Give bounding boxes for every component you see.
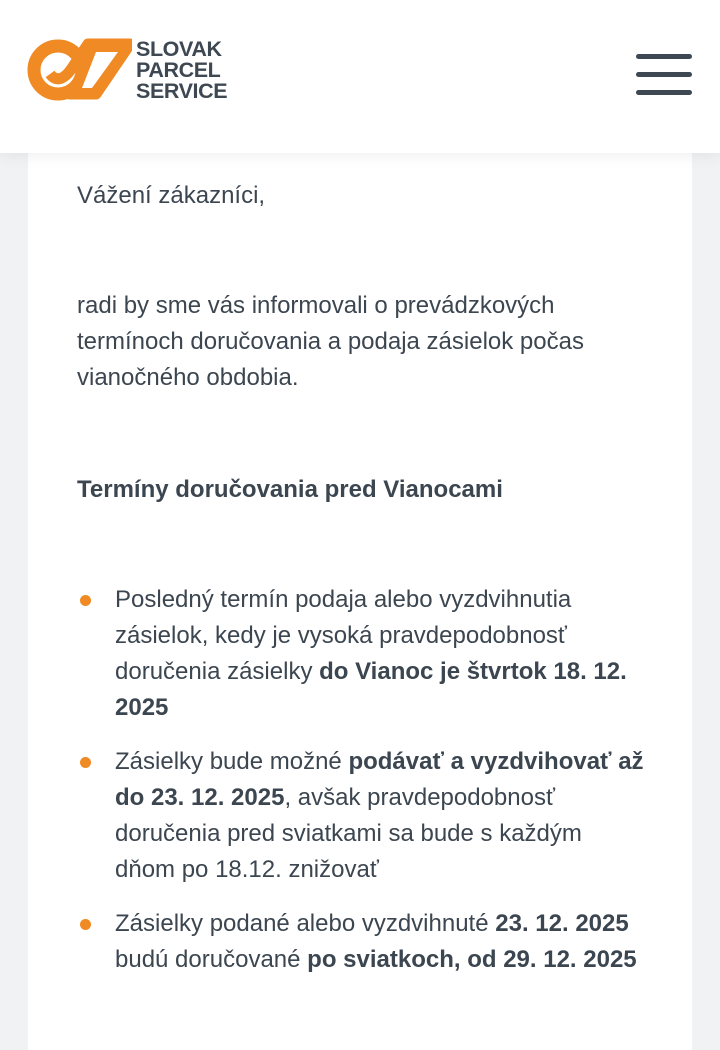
bullet-text: Zásielky bude možné [115,748,349,775]
logo-line-1: SLOVAK [136,36,222,61]
hamburger-menu-icon[interactable] [636,54,692,98]
notice-card [28,150,692,1050]
bullet-text: , avšak pravdepodobnosť doručenia pred sviatkami sa bude s každým dňom po 18.12. znižovať [115,784,582,883]
logo[interactable] [26,38,227,102]
section-title: Termíny doručovania pred Vianocami [77,476,503,503]
logo-line-2: PARCEL [136,57,221,82]
sps-logo-icon [26,38,132,102]
bullet-text-bold: podávať a vyzdvihovať až do 23. 12. 2025 [115,748,644,811]
bullet-text: Zásielky podané alebo vyzdvihnuté [115,910,496,937]
bullet-dot-icon [80,757,91,768]
intro-paragraph: radi by sme vás informovali o prevádzkových termínoch doručovania a podaja zásielok počas vianočného obdobia. [77,292,584,391]
menu-bar-bottom [636,90,692,95]
bullet-dot-icon [80,919,91,930]
menu-bar-top [636,54,692,59]
menu-bar-middle [636,72,692,77]
logo-wordmark [136,36,228,103]
logo-line-3: SERVICE [136,78,228,103]
bullet-dot-icon [80,595,91,606]
greeting: Vážení zákazníci, [77,182,266,209]
bullet-list [77,582,647,996]
bullet-text-bold: 23. 12. 2025 [495,910,629,937]
bullet-text-bold: do Vianoc je štvrtok 18. 12. 2025 [115,658,627,721]
bullet-item [77,906,647,978]
bullet-text-bold: po sviatkoch, od 29. 12. 2025 [307,946,637,973]
bullet-item [77,744,647,888]
bullet-text: budú doručované [115,946,308,973]
bullet-item [77,582,647,726]
bullet-text: Posledný termín podaja alebo vyzdvihnutia zásielok, kedy je vysoká pravdepodobnosť doručenia zásielky [115,586,572,685]
site-header [0,0,720,153]
